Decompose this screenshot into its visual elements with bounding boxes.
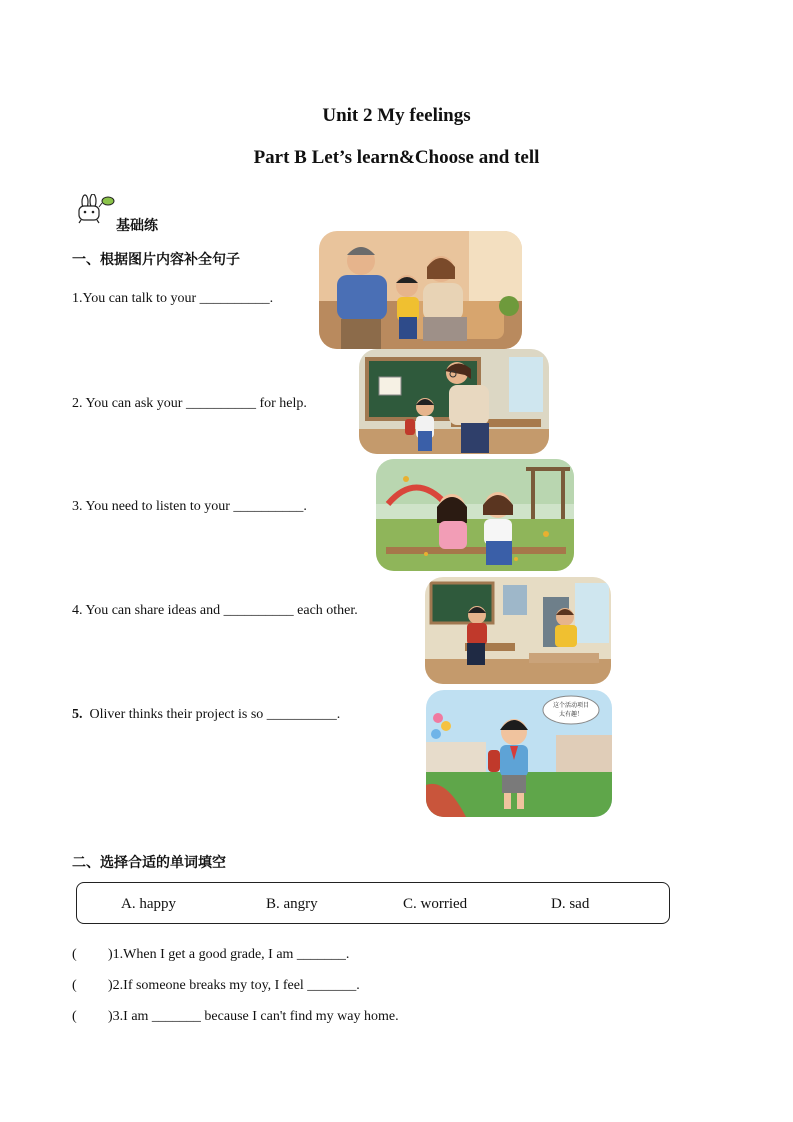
choice-question-3: )3.I am _______ because I can't find my way home. [108,1009,399,1024]
option-d: D. sad [551,896,590,912]
choice-question-2-bracket: ( [72,978,77,993]
question-2: 2. You can ask your __________ for help. [72,396,307,411]
page-title: Unit 2 My feelings [322,105,471,126]
question-4: 4. You can share ideas and __________ each other. [72,603,358,618]
choice-question-3-bracket: ( [72,1009,77,1024]
question-5-text: Oliver thinks their project is so __________. [89,707,341,722]
cartoon-rabbit-icon [73,194,115,224]
friends-picture [376,459,574,571]
page-subtitle: Part B Let’s learn&Choose and tell [253,147,540,168]
question-5-number: 5. [72,707,83,722]
choice-question-2: )2.If someone breaks my toy, I feel _______. [108,978,360,993]
choice-question-1-bracket: ( [72,947,77,962]
badge-label: 基础练 [116,218,158,234]
question-3: 3. You need to listen to your __________. [72,499,307,514]
thought-bubble-line-2: 太有趣！ [558,711,584,718]
section1-heading: 一、根据图片内容补全句子 [72,252,240,268]
option-b: B. angry [266,896,318,912]
thought-bubble-line-1: 这个活动项目 [552,702,590,709]
choice-question-1: )1.When I get a good grade, I am _______. [108,947,350,962]
option-a: A. happy [121,896,176,912]
question-1: 1.You can talk to your __________. [72,291,274,306]
family-picture [319,231,522,349]
teacher-picture [359,349,549,454]
classroom-picture [425,577,611,684]
question-5 [72,707,340,723]
option-c: C. worried [403,896,468,912]
oliver-picture [426,690,612,817]
section2-heading: 二、选择合适的单词填空 [72,855,226,871]
